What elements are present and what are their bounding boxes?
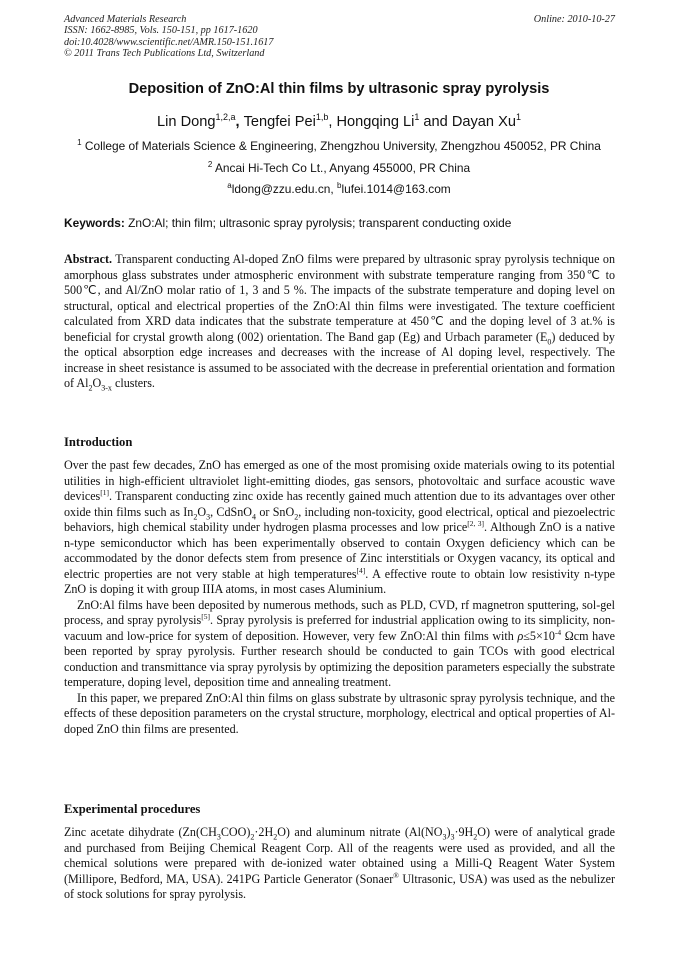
copyright-line: © 2011 Trans Tech Publications Ltd, Switzerland — [64, 48, 265, 60]
journal-header — [64, 14, 615, 60]
online-date: Online: 2010-10-27 — [533, 14, 615, 25]
keywords-text: ZnO:Al; thin film; ultrasonic spray pyrolysis; transparent conducting oxide — [124, 216, 512, 230]
author-affiliation-mark: 1,2,a — [215, 112, 236, 122]
author-affiliation-mark: 1 — [515, 112, 521, 122]
email-a[interactable]: ldong@zzu.edu.cn — [231, 181, 331, 196]
citation[interactable]: [1] — [100, 487, 110, 497]
citation[interactable]: [4] — [356, 565, 366, 575]
paragraph: ZnO:Al films have been deposited by numerous methods, such as PLD, CVD, rf magnetron sputtering, sol-gel process, and spray pyrolysis[5]. Spray pyrolysis is preferred for industrial application owing to its simplicity, non-vacuum and low-price for system of deposition. However, very few ZnO:Al thin films with $\rho\le 5\times 10^{-4}$ Ωcm have been reported by spray pyrolysis. Further research should be conducted to gain TCOs with good electrical conduction and transmittance via spray pyrolysis by optimizing the deposition parameters especially the substrate temperature, doping level, deposition time and annealing treatment. — [64, 597, 616, 689]
experimental-body — [64, 825, 615, 903]
abstract: Abstract. Transparent conducting Al-doped ZnO films were prepared by ultrasonic spray pyrolysis technique on amorphous glass substrates under atmospheric environment with substrate temperature ranging from 350℃ to 500℃, and Al/ZnO molar ratio of 1, 3 and 5 %. The impacts of the substrate temperature and doping level on structural, optical and electrical properties of the ZnO:Al thin films were investigated. The texture coefficient calculated from XRD data indicates that the substrate temperature at 450℃ and the doping level of 3 at.% is beneficial for crystal growth along (002) orientation. The Band gap (Eg) and Urbach parameter $(E_0)$ deduced by the optical absorption edge increases and decreases with the increase of Al doping level, respectively. The increase in sheet resistance is assumed to be associated with the decrease in preferential orientation and formation of $Al_2O_{3-x}$ clusters. — [64, 252, 615, 393]
author-list — [30, 112, 648, 130]
author-affiliation-mark: 1 — [414, 112, 420, 122]
issn-line: ISSN: 1662-8985, Vols. 150-151, pp 1617-1620 — [64, 25, 258, 37]
keywords-label: Keywords: — [64, 216, 125, 230]
citation[interactable]: [5] — [201, 611, 210, 621]
author-name: Lin Dong — [157, 113, 216, 130]
journal-name: Advanced Materials Research — [64, 14, 187, 25]
affiliation-2: $^2$ Ancai Hi-Tech Co Lt., Anyang 455000, PR China — [207, 160, 471, 175]
paragraph: Over the past few decades, ZnO has emerged as one of the most promising oxide materials owing to its potential utilities in high-efficient ultraviolet light-emitting diodes, gas sensors, photovoltaic and surface acoustic wave devices[1]. Transparent conducting zinc oxide has recently gained much attention due to its advantages over other oxide thin films such as $In_2O_3$, CdSnO$_4$ or SnO$_2$, including non-toxicity, good electrical, optical and piezoelectric behaviors, high chemical stability under hydrogen plasma processes and low price[2, 3]. Although ZnO is a native n-type semiconductor which has been experimentally observed to contain Oxygen deficiency which can be accommodated by the donor defects stem from presence of Zinc interstitials or Oxygen vacancy, its optical and electric properties are not very stable at high temperatures[4]. A effective route to obtain low resistivity n-type ZnO is doping it with group IIIA atoms, in most cases Aluminium. — [64, 458, 615, 596]
paragraph: In this paper, we prepared ZnO:Al thin films on glass substrate by ultrasonic spray pyrolysis technique, and the effects of these deposition parameters on the crystal structure, morphology, electrical and optical properties of Al-doped ZnO thin films are presented. — [64, 690, 615, 736]
author-emails: $^a$ldong@zzu.edu.cn, $^b$lufei.1014@163.com — [227, 181, 451, 196]
author-name: Hongqing Li — [336, 113, 415, 130]
section-heading-experimental: Experimental procedures — [64, 802, 201, 816]
author-separator: , — [235, 113, 244, 130]
author-name: Tengfei Pei — [243, 113, 316, 130]
section-heading-introduction: Introduction — [64, 435, 133, 449]
affiliation-1: $^1$ College of Materials Science & Engineering, Zhengzhou University, Zhengzhou 450052, PR China — [77, 138, 601, 153]
paper-title: Deposition of ZnO:Al thin films by ultrasonic spray pyrolysis — [128, 81, 550, 97]
paragraph: Zinc acetate dihydrate $(Zn(CH_3COO)_2\cdot 2H_2O)$ and aluminum nitrate $(Al(NO_3)_3\cdot 9H_2O)$ were of analytical grade and purchased from Beijing Chemical Reagent Corp. All of the reagents were used as provided, and all the chemical solutions were prepared with de-ionized water obtained using a Milli-Q Reagent Water System (Millipore, Bedford, MA, USA). 241PG Particle Generator (Sonaer® Ultrasonic, USA) was used as the nebulizer of stock solutions for spray pyrolysis. — [64, 825, 615, 901]
author-separator: , — [328, 113, 337, 130]
doi-line: doi:10.4028/www.scientific.net/AMR.150-151.1617 — [64, 36, 274, 48]
author-name: Dayan Xu — [451, 113, 516, 130]
keywords — [64, 216, 615, 230]
email-b[interactable]: lufei.1014@163.com — [341, 181, 451, 196]
introduction-body — [64, 458, 615, 737]
author-affiliation-mark: 1,b — [315, 112, 329, 122]
author-separator: and — [419, 113, 452, 130]
abstract-label: Abstract. — [64, 252, 113, 266]
citation[interactable]: [2, 3] — [467, 518, 485, 528]
